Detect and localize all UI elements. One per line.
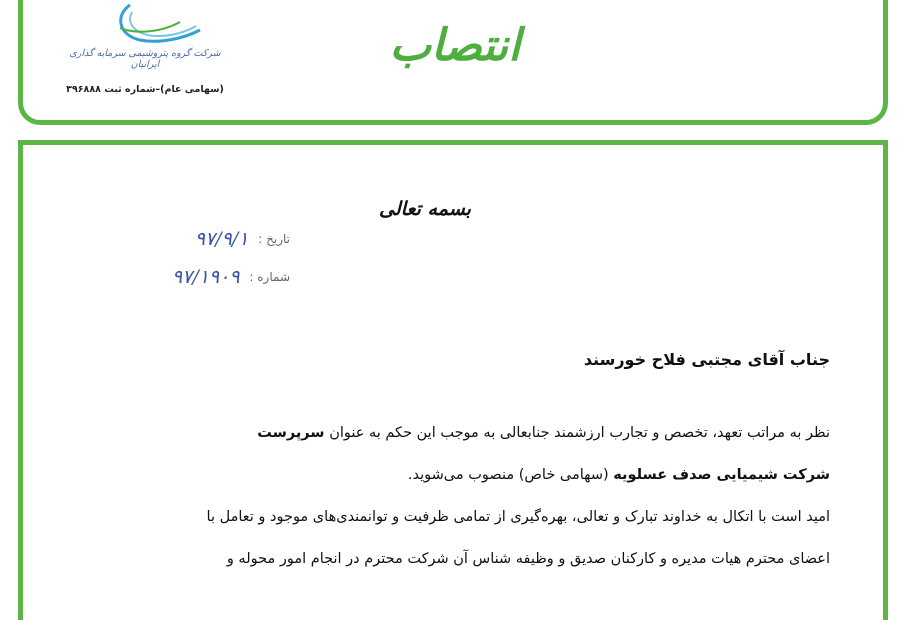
paragraph-3-line-2: اعضای محترم هیات مدیره و کارکنان صدیق و وظیفه شناس آن شرکت محترم در انجام امور محوله و	[226, 551, 830, 567]
date-label: تاریخ :	[258, 231, 290, 246]
letter-body	[70, 418, 830, 574]
document-heading: انتصاب	[389, 20, 521, 71]
salutation: جناب آقای مجتبی فلاح خورسند	[583, 350, 830, 369]
number-label: شماره :	[249, 269, 290, 284]
company-name: شرکت گروه پتروشیمی سرمایه گذاری ایرانیان	[69, 48, 221, 70]
date-row	[120, 228, 290, 250]
position-title: سرپرست	[257, 425, 325, 441]
paragraph-1-text: نظر به مراتب تعهد، تخصص و تجارب ارزشمند جنابعالی به موجب این حکم به عنوان	[329, 425, 830, 441]
paragraph-2	[70, 460, 830, 490]
company-logo	[60, 0, 230, 110]
registration-number: (سهامی عام)–شماره ثبت ۳۹۶۸۸۸	[66, 84, 224, 95]
company-title: شرکت شیمیایی صدف عسلویه	[613, 467, 830, 483]
number-row	[120, 266, 290, 288]
paragraph-2-text: (سهامی خاص) منصوب می‌شوید.	[407, 467, 609, 483]
paragraph-3-line-1: امید است با اتکال به خداوند تبارک و تعالی، بهره‌گیری از تمامی ظرفیت و توانمندی‌های موجود و تعامل با	[206, 509, 830, 525]
date-value: ۹۷/۹/۱	[194, 228, 249, 250]
logo-swoosh-icon	[90, 0, 210, 50]
number-value: ۹۷/۱۹۰۹	[171, 266, 240, 288]
paragraph-1	[70, 418, 830, 448]
basmala: بسمه تعالی	[379, 198, 471, 220]
